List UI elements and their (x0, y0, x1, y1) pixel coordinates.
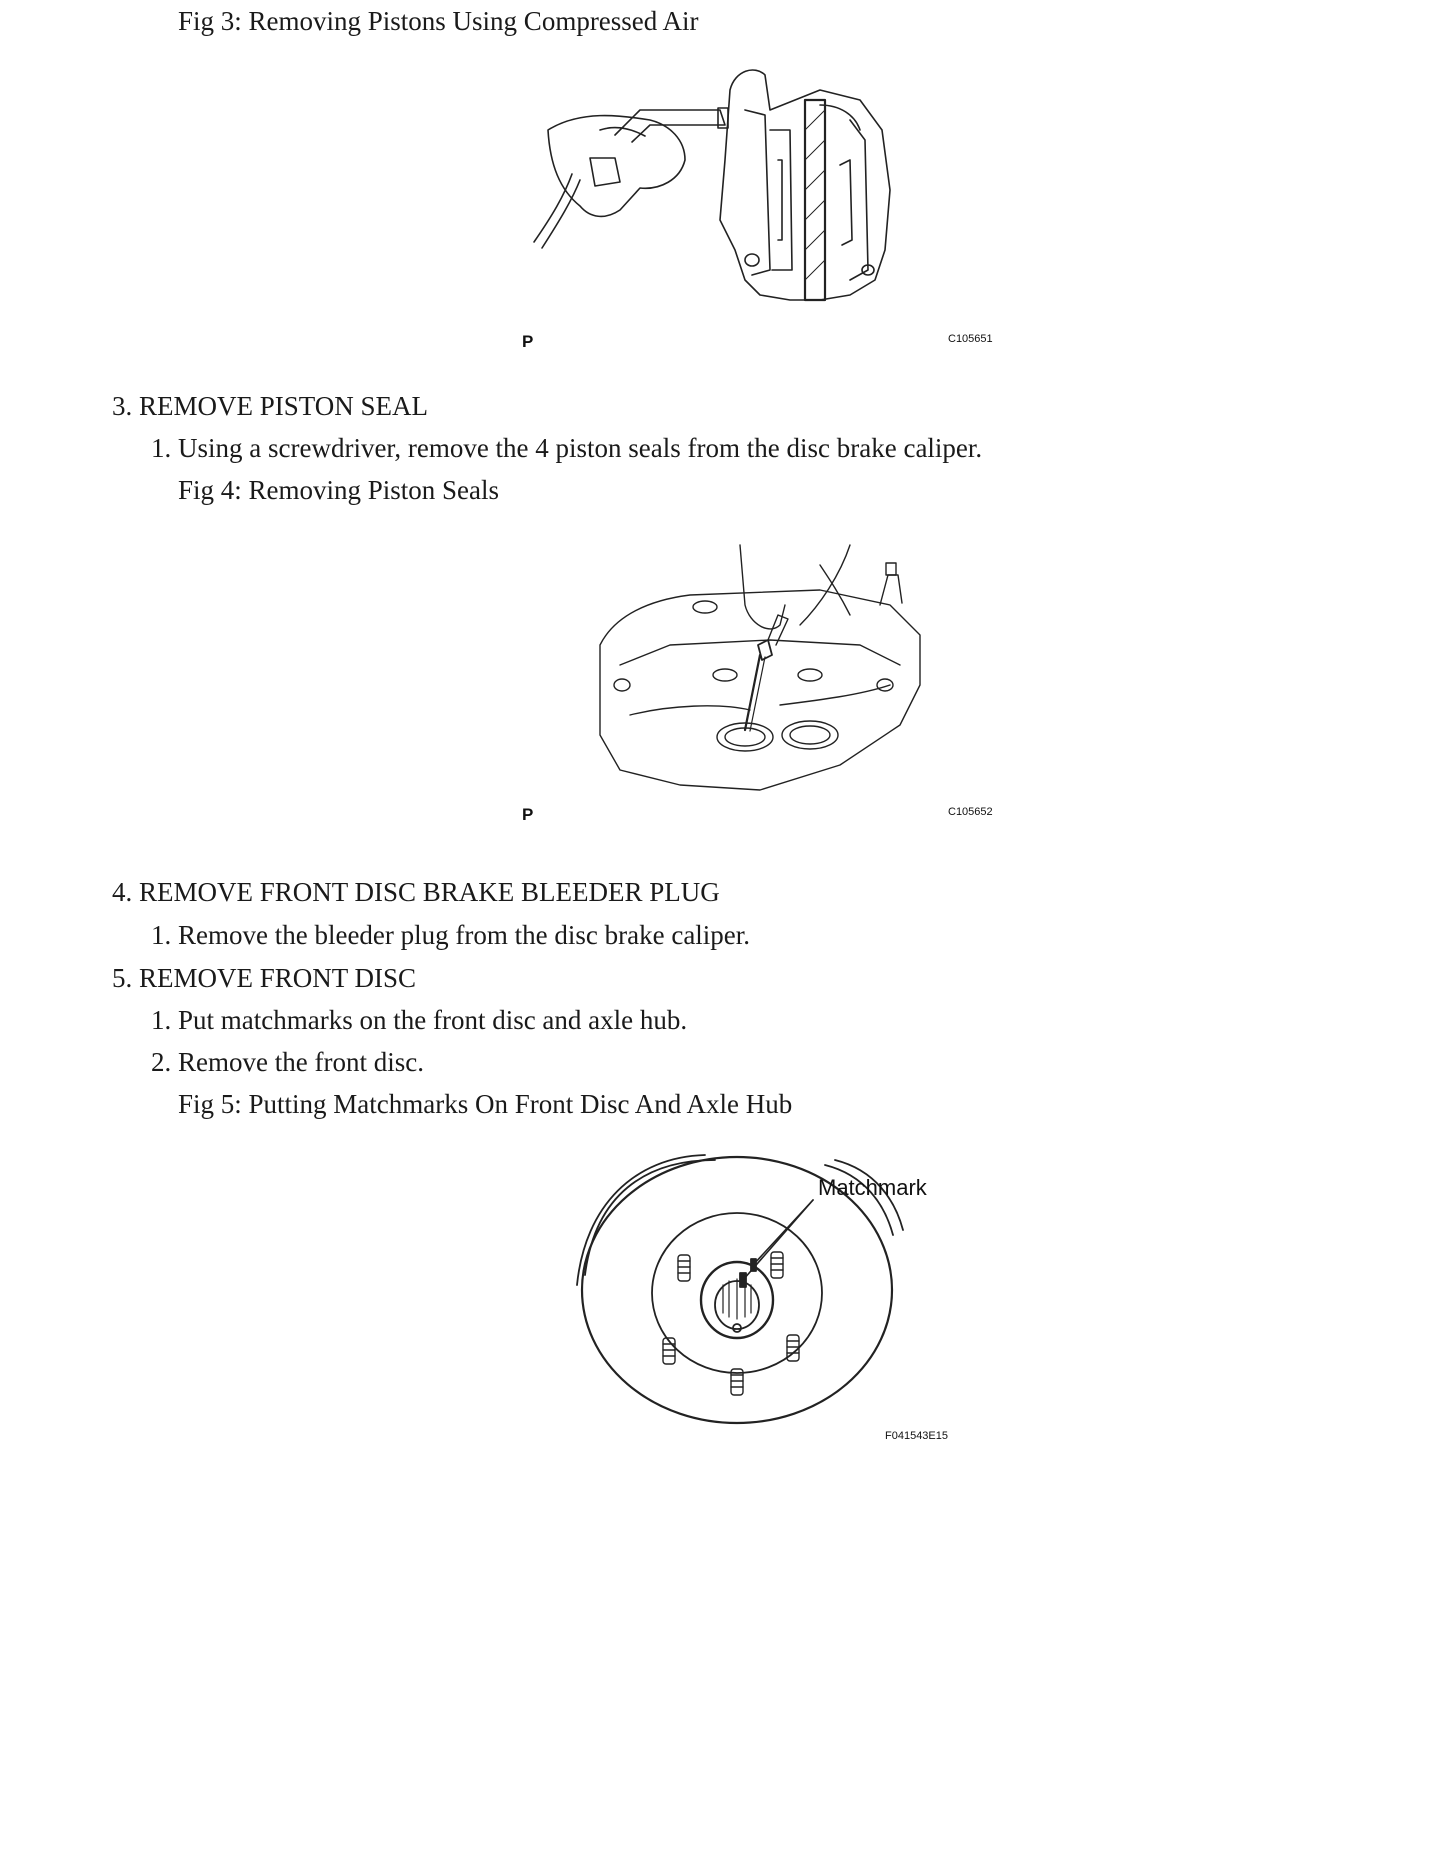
fig4-p-label: P (522, 805, 534, 824)
fig5-illustration (565, 1155, 965, 1445)
fig3-code: C105651 (948, 333, 993, 345)
step4-item-1: 1. Remove the bleeder plug from the disc brake caliper. (151, 920, 751, 950)
fig4-code: C105652 (948, 806, 993, 818)
caliper-compressed-air-drawing (520, 70, 1000, 360)
fig4-illustration (520, 545, 1000, 835)
matchmark-callout: Matchmark (818, 1175, 927, 1200)
fig3-illustration (520, 70, 1000, 360)
fig3-caption: Fig 3: Removing Pistons Using Compressed Air (178, 6, 699, 36)
step3-heading: 3. REMOVE PISTON SEAL (112, 391, 429, 421)
fig4-caption: Fig 4: Removing Piston Seals (178, 475, 500, 505)
step5-item-2: 2. Remove the front disc. (151, 1047, 424, 1077)
fig5-code: F041543E15 (885, 1430, 948, 1442)
step4-heading: 4. REMOVE FRONT DISC BRAKE BLEEDER PLUG (112, 877, 720, 907)
fig3-p-label: P (522, 332, 534, 351)
front-disc-matchmark-drawing (565, 1155, 965, 1445)
step5-heading: 5. REMOVE FRONT DISC (112, 963, 417, 993)
step5-item-1: 1. Put matchmarks on the front disc and axle hub. (151, 1005, 688, 1035)
fig5-caption: Fig 5: Putting Matchmarks On Front Disc And Axle Hub (178, 1089, 793, 1119)
step3-item-1: 1. Using a screwdriver, remove the 4 piston seals from the disc brake caliper. (151, 433, 983, 463)
piston-seal-screwdriver-drawing (520, 545, 1000, 835)
